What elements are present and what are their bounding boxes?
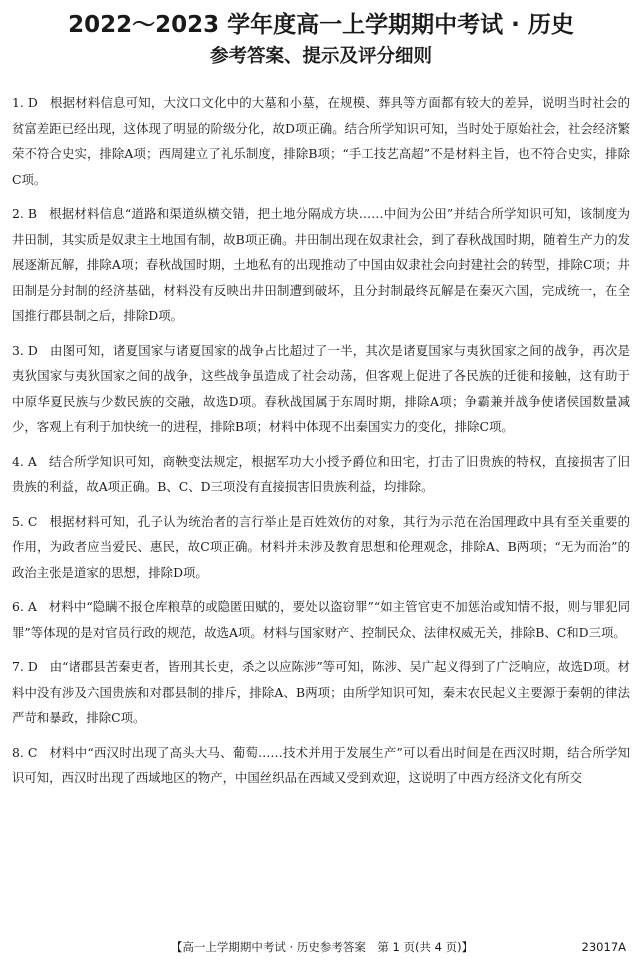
answer-number: 2. xyxy=(12,206,24,221)
answer-item-7 xyxy=(12,654,630,731)
answer-item-8 xyxy=(12,740,630,791)
answer-key: C xyxy=(27,513,38,529)
answer-item-3 xyxy=(12,338,630,440)
answer-item-1 xyxy=(12,90,630,192)
answer-key: D xyxy=(27,659,38,674)
footer-page-info: 【高一上学期期中考试 · 历史参考答案 第 1 页(共 4 页)】 xyxy=(170,940,474,954)
page-footer xyxy=(0,937,644,957)
answer-explanation: 材料中“隐瞒不报仓库粮草的或隐匿田赋的，要处以盗窃罪”“如主管官吏不加惩治或知情不报，则与罪犯同罪”等体现的是对官员行政的规范，故选A项。材料与国家财产、控制民众、法律权威无关，排除B、C和D三项。 xyxy=(12,599,630,640)
answer-key: A xyxy=(27,453,37,469)
answer-key: C xyxy=(27,744,38,760)
answer-explanation: 根据材料信息可知，大汶口文化中的大墓和小墓，在规模、葬具等方面都有较大的差异，说明当时社会的贫富差距已经出现，这体现了明显的阶级分化，故D项正确。结合所学知识可知，当时处于原始社会，社会经济繁荣不符合史实，排除A项；西周建立了礼乐制度，排除B项；“手工技艺高超”不是材料主旨，也不符合史实，排除C项。 xyxy=(12,95,630,187)
answer-list xyxy=(12,90,630,791)
answer-number: 8. xyxy=(12,744,24,760)
page-title: 2022～2023 学年度高一上学期期中考试 · 历史 xyxy=(68,12,574,38)
answer-number: 4. xyxy=(12,453,24,469)
answer-number: 7. xyxy=(12,659,24,674)
answer-key: A xyxy=(27,599,37,614)
answer-explanation: 由“诸郡县苦秦吏者，皆刑其长吏，杀之以应陈涉”等可知，陈涉、吴广起义得到了广泛响应，故选D项。材料中没有涉及六国贵族和对郡县制的排斥，排除A、B两项；由所学知识可知，秦末农民起义主要源于秦朝的律法严苛和暴政，排除C项。 xyxy=(12,659,630,725)
answer-item-4 xyxy=(12,449,630,500)
footer-exam-code: 23017A xyxy=(581,940,626,954)
answer-key: D xyxy=(27,342,38,358)
answer-explanation: 结合所学知识可知，商鞅变法规定，根据军功大小授予爵位和田宅，打击了旧贵族的特权，直接损害了旧贵族的利益，故A项正确。B、C、D三项没有直接损害旧贵族利益，均排除。 xyxy=(12,453,630,494)
answer-number: 1. xyxy=(12,95,24,110)
answer-key: D xyxy=(27,95,38,110)
answer-item-5 xyxy=(12,509,630,586)
answer-explanation: 根据材料信息“道路和渠道纵横交错，把土地分隔成方块……中间为公田”并结合所学知识可知，该制度为井田制，其实质是奴隶主土地国有制，故B项正确。井田制出现在奴隶社会，到了春秋战国时期，随着生产力的发展逐渐瓦解，排除A项；春秋战国时期，土地私有的出现推动了中国由奴隶社会向封建社会的转型，排除C项；井田制是分封制的经济基础，材料没有反映出井田制遭到破坏，且分封制最终瓦解是在秦灭六国，完成统一，在全国推行郡县制之后，排除D项。 xyxy=(12,206,630,323)
answer-key: B xyxy=(27,206,37,221)
answer-number: 6. xyxy=(12,599,24,614)
answer-item-6 xyxy=(12,594,630,645)
answer-explanation: 由图可知，诸夏国家与诸夏国家的战争占比超过了一半，其次是诸夏国家与夷狄国家之间的战争，再次是夷狄国家与夷狄国家之间的战争，这些战争虽造成了社会动荡，但客观上促进了各民族的迁徙和接触，这有助于中原华夏民族与少数民族的交融，故选D项。春秋战国属于东周时期，排除A项；争霸兼并战争使诸侯国数量减少，客观上有利于加快统一的进程，排除B项；材料中体现不出秦国实力的变化，排除C项。 xyxy=(12,342,630,434)
answer-number: 3. xyxy=(12,342,24,358)
answer-explanation: 材料中“西汉时出现了高头大马、葡萄……技术并用于发展生产”可以看出时间是在西汉时期，结合所学知识可知，西汉时出现了西域地区的物产，中国丝织品在西域又受到欢迎，这说明了中西方经济文化有所交 xyxy=(12,744,630,785)
page-subtitle: 参考答案、提示及评分细则 xyxy=(209,46,432,67)
answer-explanation: 根据材料可知，孔子认为统治者的言行举止是百姓效仿的对象，其行为示范在治国理政中具有至关重要的作用，为政者应当爱民、惠民，故C项正确。材料并未涉及教育思想和伦理观念，排除A、B两项；“无为而治”的政治主张是道家的思想，排除D项。 xyxy=(12,513,630,580)
answer-number: 5. xyxy=(12,513,24,529)
answer-item-2 xyxy=(12,201,630,329)
